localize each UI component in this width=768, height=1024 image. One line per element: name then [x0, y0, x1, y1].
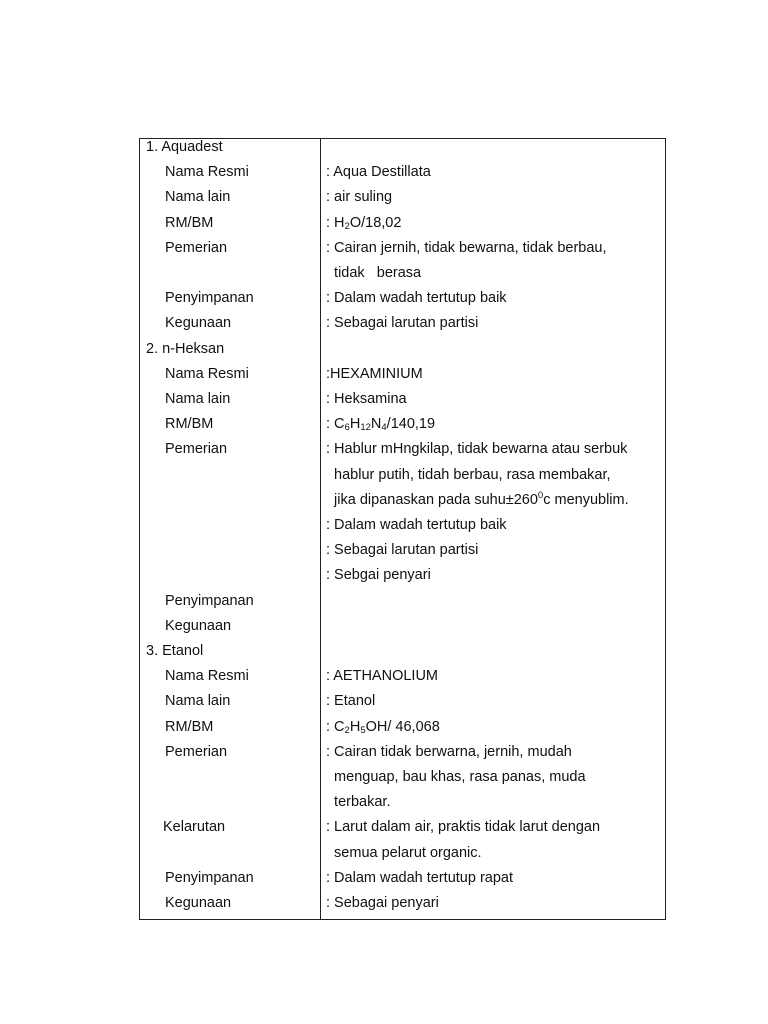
field-value: hablur putih, tidah berbau, rasa membakar,	[326, 466, 611, 483]
field-value: jika dipanaskan pada $suhu\pm 260^0c$ menyublim.	[326, 489, 629, 508]
section-heading: 2. n-Heksan	[146, 340, 225, 357]
field-value: : air suling	[326, 189, 393, 206]
section-heading: 3. Etanol	[146, 643, 204, 659]
field-label: Nama Resmi	[165, 164, 249, 181]
field-value: : $C_2H_5OH/$ 46,068	[326, 718, 440, 736]
field-value: : Heksamina	[326, 391, 407, 407]
field-label: Kegunaan	[165, 617, 232, 634]
field-value: : Aqua Destillata	[326, 164, 431, 181]
field-label: Kelarutan	[163, 819, 226, 836]
field-value: menguap, bau khas, rasa panas, muda	[326, 769, 586, 785]
field-value: :HEXAMINIUM	[326, 365, 423, 382]
field-value: : Dalam wadah tertutup baik	[326, 517, 507, 533]
field-label: Pemerian	[165, 441, 228, 458]
field-value: : Hablur mHngkilap, tidak bewarna atau serbuk	[326, 441, 628, 458]
field-value: tidak berasa	[326, 265, 422, 281]
field-label: Nama lain	[165, 693, 231, 710]
field-label: Nama lain	[165, 391, 231, 407]
section-heading: 1. Aquadest	[146, 139, 223, 155]
field-value: : Dalam wadah tertutup rapat	[326, 869, 513, 886]
field-value: : Cairan tidak berwarna, jernih, mudah	[326, 743, 572, 760]
field-value: : $C_6H_{12}N_4/140,19$	[326, 416, 436, 434]
field-value: : Etanol	[326, 693, 376, 710]
field-value: terbakar.	[326, 794, 391, 811]
field-label: RM/BM	[165, 214, 214, 231]
field-value: : AETHANOLIUM	[326, 668, 438, 685]
field-value: : Sebagai larutan partisi	[326, 315, 479, 332]
field-value: : Dalam wadah tertutup baik	[326, 290, 507, 307]
field-label: RM/BM	[165, 718, 214, 735]
field-value: : Larut dalam air, praktis tidak larut dengan	[326, 819, 601, 836]
field-value: : Sebgai penyari	[326, 567, 431, 584]
field-label: Penyimpanan	[165, 592, 254, 609]
field-value: : $H_2O/18,02$	[326, 214, 402, 232]
field-label: Nama Resmi	[165, 668, 249, 685]
field-label: Penyimpanan	[165, 869, 254, 886]
field-label: Kegunaan	[165, 895, 232, 911]
field-value: : Cairan jernih, tidak bewarna, tidak berbau,	[326, 239, 607, 256]
field-label: Penyimpanan	[165, 290, 254, 307]
field-value: : Sebagai larutan partisi	[326, 542, 479, 559]
field-label: Nama lain	[165, 189, 231, 206]
field-label: Pemerian	[165, 743, 228, 760]
field-value: : Sebagai penyari	[326, 895, 439, 911]
field-value: semua pelarut organic.	[326, 844, 482, 861]
field-label: RM/BM	[165, 416, 214, 433]
column-divider	[320, 138, 321, 920]
field-label: Nama Resmi	[165, 365, 249, 382]
field-label: Pemerian	[165, 239, 228, 256]
field-label: Kegunaan	[165, 315, 232, 332]
